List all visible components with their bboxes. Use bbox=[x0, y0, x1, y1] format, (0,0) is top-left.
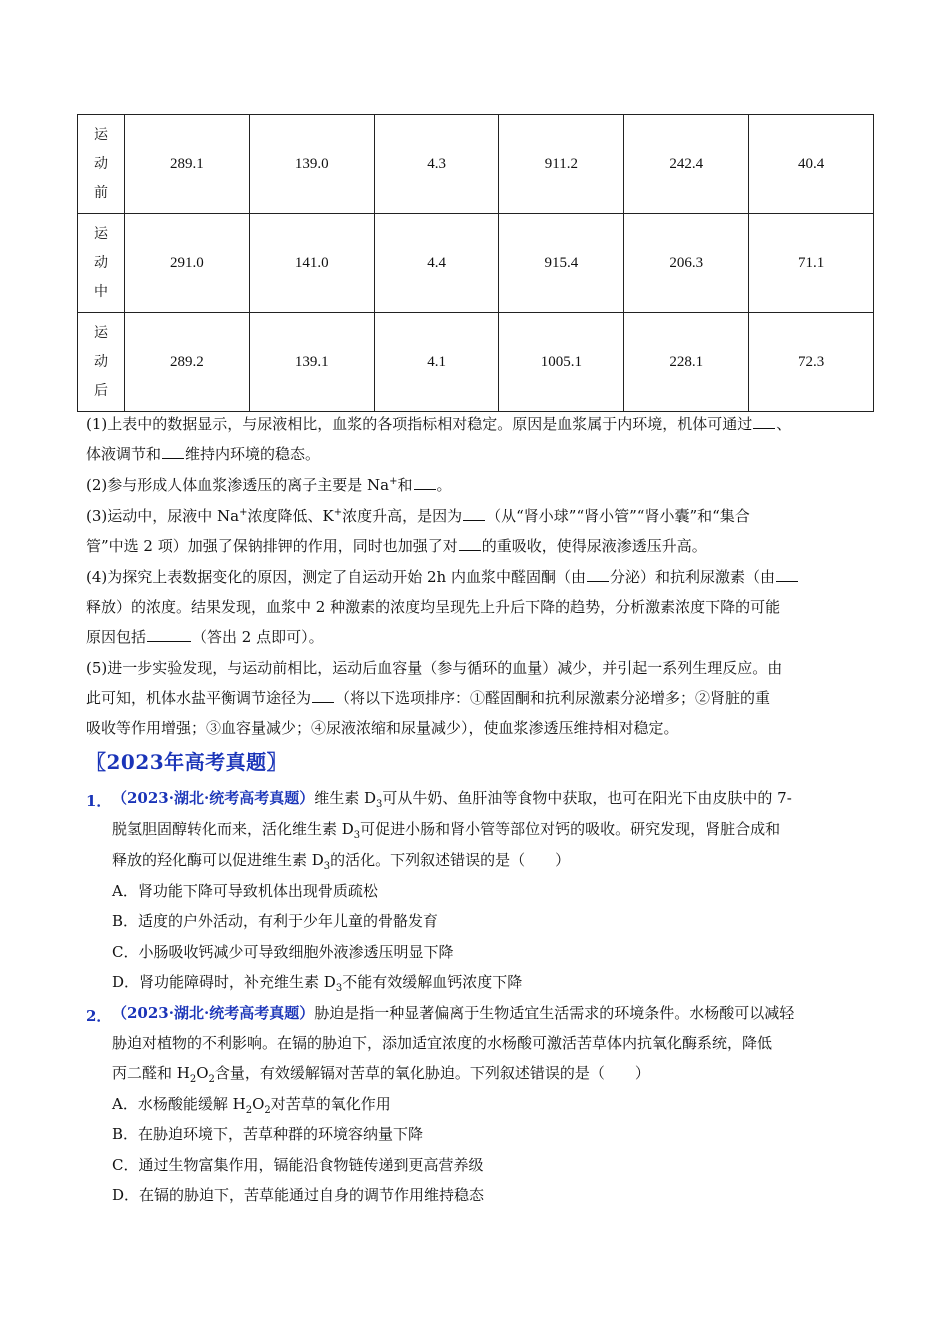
table-cell: 72.3 bbox=[749, 313, 874, 412]
question-5-line-2: 此可知，机体水盐平衡调节途径为 （将以下选项排序：①醛固酮和抗利尿激素分泌增多；②肾脏的重 bbox=[86, 689, 771, 707]
answer-blank bbox=[414, 474, 436, 490]
question-3-line-2: 管”中选 2 项）加强了保钠排钾的作用，同时也加强了对 的重吸收，使得尿液渗透压升高。 bbox=[86, 537, 707, 555]
table-row bbox=[78, 214, 874, 313]
mcq-2-option-a[interactable]: A．水杨酸能缓解 $H_2O_2$对苦草的氧化作用 bbox=[112, 1095, 391, 1116]
answer-blank bbox=[776, 566, 798, 582]
mcq-2-stem-line-3: 丙二醛和 $H_2O_2$含量，有效缓解镉对苦草的氧化胁迫。下列叙述错误的是（ ） bbox=[112, 1064, 650, 1085]
answer-blank bbox=[753, 413, 775, 429]
row-label: 运 动 中 bbox=[78, 214, 125, 313]
table-cell: 4.4 bbox=[374, 214, 499, 313]
table-cell: 4.3 bbox=[374, 115, 499, 214]
question-4-line-3: 原因包括 （答出 2 点即可）。 bbox=[86, 628, 324, 646]
table-cell: 40.4 bbox=[749, 115, 874, 214]
table-cell: 141.0 bbox=[249, 214, 374, 313]
mcq-2-stem-line-1: （2023·湖北·统考高考真题）胁迫是指一种显著偏离于生物适宜生活需求的环境条件。水杨酸可以减轻 bbox=[112, 1004, 795, 1022]
answer-blank bbox=[463, 505, 485, 521]
question-1-line-2: 体液调节和 维持内环境的稳态。 bbox=[86, 445, 321, 463]
table-cell: 4.1 bbox=[374, 313, 499, 412]
answer-blank bbox=[459, 535, 481, 551]
table-cell: 139.1 bbox=[249, 313, 374, 412]
table-cell: 228.1 bbox=[624, 313, 749, 412]
mcq-1-stem-line-1: （2023·湖北·统考高考真题）维生素 $D_3$可从牛奶、鱼肝油等食物中获取，也可在阳光下由皮肤中的 7- bbox=[112, 789, 792, 810]
mcq-2-option-b[interactable]: B．在胁迫环境下，苦草种群的环境容纳量下降 bbox=[112, 1125, 424, 1143]
table-cell: 915.4 bbox=[499, 214, 624, 313]
table-cell: 139.0 bbox=[249, 115, 374, 214]
row-label: 运 动 后 bbox=[78, 313, 125, 412]
mcq-2-number: 2． bbox=[86, 1007, 112, 1025]
table-cell: 206.3 bbox=[624, 214, 749, 313]
question-4-line-1: (4)为探究上表数据变化的原因，测定了自运动开始 2h 内血浆中醛固酮（由 分泌）和抗利尿激素（由 bbox=[86, 562, 868, 592]
answer-blank bbox=[312, 687, 334, 703]
table-row bbox=[78, 313, 874, 412]
mcq-1-option-b[interactable]: B．适度的户外活动，有利于少年儿童的骨骼发育 bbox=[112, 912, 439, 930]
table-cell: 1005.1 bbox=[499, 313, 624, 412]
answer-blank bbox=[587, 566, 609, 582]
answer-blank bbox=[162, 443, 184, 459]
mcq-2-option-d[interactable]: D．在镉的胁迫下，苦草能通过自身的调节作用维持稳态 bbox=[112, 1186, 485, 1204]
mcq-1-option-c[interactable]: C．小肠吸收钙减少可导致细胞外液渗透压明显下降 bbox=[112, 943, 454, 961]
data-table bbox=[77, 114, 874, 412]
question-1-line-1: (1)上表中的数据显示，与尿液相比，血浆的各项指标相对稳定。原因是血浆属于内环境，机体可通过 、 bbox=[86, 415, 792, 433]
mcq-1-stem-line-3: 释放的羟化酶可以促进维生素 $D_3$的活化。下列叙述错误的是（ ） bbox=[112, 851, 571, 872]
question-5-line-3: 吸收等作用增强；③血容量减少；④尿液浓缩和尿量减少），使血浆渗透压维持相对稳定。 bbox=[86, 719, 679, 737]
question-3-line-1: (3)运动中，尿液中 Na+浓度降低、K+浓度升高，是因为 （从“肾小球”“肾小管”“肾小囊”和“集合 bbox=[86, 507, 750, 525]
table-cell: 911.2 bbox=[499, 115, 624, 214]
table-cell: 71.1 bbox=[749, 214, 874, 313]
table-cell: 242.4 bbox=[624, 115, 749, 214]
mcq-1-stem-line-2: 脱氢胆固醇转化而来，活化维生素 $D_3$可促进小肠和肾小管等部位对钙的吸收。研究发现，肾脏合成和 bbox=[112, 820, 781, 841]
table-cell: 291.0 bbox=[125, 214, 250, 313]
table-row bbox=[78, 115, 874, 214]
answer-blank bbox=[147, 626, 191, 642]
mcq-2-option-c[interactable]: C．通过生物富集作用，镉能沿食物链传递到更高营养级 bbox=[112, 1156, 484, 1174]
table-cell: 289.1 bbox=[125, 115, 250, 214]
mcq-1-option-a[interactable]: A．肾功能下降可导致机体出现骨质疏松 bbox=[112, 882, 378, 900]
row-label: 运 动 前 bbox=[78, 115, 125, 214]
mcq-1-option-d[interactable]: D．肾功能障碍时，补充维生素 $D_3$不能有效缓解血钙浓度下降 bbox=[112, 973, 523, 994]
section-title: 〖2023年高考真题〗 bbox=[86, 750, 288, 774]
table-cell: 289.2 bbox=[125, 313, 250, 412]
question-4-line-2: 释放）的浓度。结果发现，血浆中 2 种激素的浓度均呈现先上升后下降的趋势，分析激素浓度下降的可能 bbox=[86, 598, 781, 616]
question-5-line-1: (5)进一步实验发现，与运动前相比，运动后血容量（参与循环的血量）减少，并引起一系列生理反应。由 bbox=[86, 659, 783, 677]
mcq-1-number: 1． bbox=[86, 792, 112, 810]
mcq-2-stem-line-2: 胁迫对植物的不利影响。在镉的胁迫下，添加适宜浓度的水杨酸可激活苦草体内抗氧化酶系统，降低 bbox=[112, 1034, 773, 1052]
question-2: (2)参与形成人体血浆渗透压的离子主要是 Na+和 。 bbox=[86, 476, 452, 494]
